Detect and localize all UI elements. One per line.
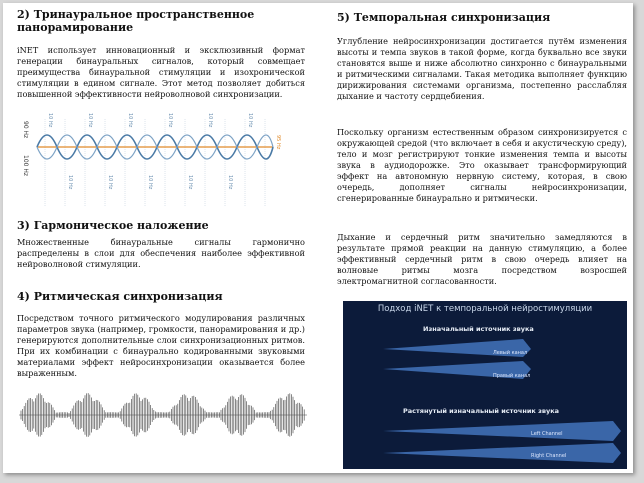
panel-subtitle-original: Изначальный источник звука bbox=[423, 325, 534, 333]
tag-right-channel: Правый канал bbox=[493, 373, 531, 379]
tag-right-channel-en: Right Channel bbox=[531, 453, 567, 459]
temporal-stimulation-panel bbox=[343, 301, 627, 469]
tick-label: 10 Hz bbox=[67, 175, 73, 190]
rhythmic-waveform-svg bbox=[19, 391, 307, 439]
stretched-waveform bbox=[383, 419, 623, 465]
tick-label: 10 Hz bbox=[87, 113, 93, 128]
section-3-body: Множественные бинауральные сигналы гармонично распределены в слои для обеспечения наиболее эффективной нейроволновой стимуляции. bbox=[17, 237, 305, 269]
rhythmic-waveform bbox=[19, 391, 307, 439]
tick-label: 10 Hz bbox=[227, 175, 233, 190]
section-2-title-line2: панорамирование bbox=[17, 21, 134, 34]
tick-label: 10 Hz bbox=[187, 175, 193, 190]
label-95hz: 95 Hz bbox=[275, 135, 281, 150]
tag-left-channel-en: Left Channel bbox=[531, 431, 563, 437]
tick-label: 10 Hz bbox=[207, 113, 213, 128]
section-5-para2: Поскольку организм естественным образом синхронизируется с окружающей средой (что включает в себя и акустическую среду), тело и мозг регистрируют тонкие изменения темпа и высоты звука в аудиодорожке. Это оказывает трансформирующий эффект на автономную нервную систему, которая, в свою очередь, дополняет сигналы нейросинхронизации, сгенерированные бинаурально и ритмически. bbox=[337, 127, 627, 203]
tick-label: 10 Hz bbox=[127, 113, 133, 128]
tick-label: 10 Hz bbox=[147, 175, 153, 190]
wave-svg bbox=[23, 111, 283, 213]
section-3-title: 3) Гармоническое наложение bbox=[17, 219, 209, 232]
section-2-body: iNET использует инновационный и эксклюзивный формат генерации бинауральных сигналов, который совмещает преимущества бинауральной стимуляции и изохронической стимуляции в едином сигнале. Этот метод позволяет добиться повышенной эффективности нейроволновой синхронизации. bbox=[17, 45, 305, 99]
tick-label: 10 Hz bbox=[107, 175, 113, 190]
tick-label: 10 Hz bbox=[247, 113, 253, 128]
section-5-para3: Дыхание и сердечный ритм значительно замедляются в результате прямой реакции на данную стимуляцию, а более эффективный сердечный ритм в свою очередь влияет на волновые ритмы мозга посредством возросшей электромагнитной согласованности. bbox=[337, 232, 627, 286]
panel-subtitle-stretched: Растянутый изначальный источник звука bbox=[403, 407, 559, 415]
section-5-title: 5) Темпоральная синхронизация bbox=[337, 11, 551, 24]
label-90hz: 90 Hz bbox=[22, 121, 29, 139]
section-4-title: 4) Ритмическая синхронизация bbox=[17, 290, 223, 303]
document-page bbox=[3, 3, 633, 473]
tick-label: 10 Hz bbox=[47, 113, 53, 128]
panel-title: Подход iNET к темпоральной нейростимуляции bbox=[377, 304, 593, 314]
section-5-para1: Углубление нейросинхронизации достигается путём изменения высоты и темпа звуков в такой форме, когда буквально все звуки становятся выше и ниже абсолютно синхронно с бинауральными и ритмическими сигналами. Такая методика выполняет функцию дирижирования системами организма, постепенно расслабляя дыхание и частоту сердцебиения. bbox=[337, 36, 627, 101]
section-4-body: Посредством точного ритмического модулирования различных параметров звука (например, громкости, панорамирования и др.) генерируются дополнительные слои синхронизационных ритмов. При их комбинации с бинаурально кодированными звуковыми материалами эффект нейросинхронизации оказывается более выраженным. bbox=[17, 313, 305, 378]
label-100hz: 100 Hz bbox=[22, 155, 29, 177]
binaural-wave-figure bbox=[23, 111, 283, 213]
section-2-title-line1: 2) Тринауральное пространственное bbox=[17, 8, 255, 21]
tick-label: 10 Hz bbox=[167, 113, 173, 128]
tag-left-channel: Левый канал bbox=[493, 350, 528, 356]
